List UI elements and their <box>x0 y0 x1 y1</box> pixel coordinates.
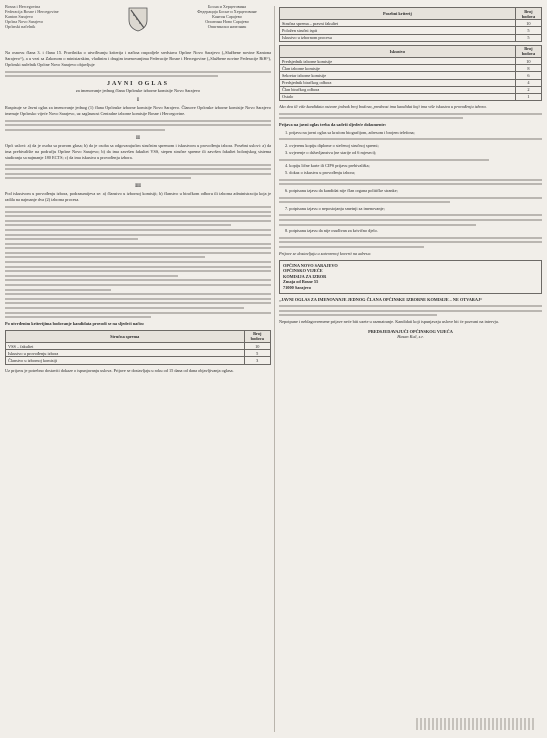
text-line <box>279 159 489 161</box>
envelope-marking: „JAVNI OGLAS ZA IMENOVANJE JEDNOG ČLANA OPĆINSKE IZBORNE KOMISIJE – NE OTVARAJ“ <box>279 296 483 302</box>
text-line <box>5 206 271 208</box>
coat-of-arms-icon <box>127 6 149 32</box>
table-cell: Sekretar izborne komisije <box>280 72 516 79</box>
list-item: 5. dokaz o iskustvu u provođenju izbora; <box>285 170 356 176</box>
table-cell: Iskustvo u izbornom procesu <box>280 34 516 41</box>
text-line <box>279 237 542 239</box>
text-line <box>279 179 542 181</box>
text-line <box>5 220 271 222</box>
table-cell: 1 <box>515 93 541 100</box>
table-row <box>6 357 271 364</box>
text-line <box>279 201 450 203</box>
text-line <box>5 298 271 300</box>
table-cell: 10 <box>515 20 541 27</box>
letterhead-line: Bosna i Hercegovina <box>5 4 41 9</box>
experience-table <box>279 45 542 101</box>
table-header: Broj bodova <box>515 45 541 57</box>
list-item: 4. kopiju lične karte ili CIPS prijavu prebivališta; <box>285 163 370 169</box>
table-row <box>280 93 542 100</box>
text-line <box>279 241 542 243</box>
text-line <box>5 293 271 295</box>
table-cell: 6 <box>515 72 541 79</box>
text-line <box>279 314 437 316</box>
text-line <box>279 219 542 221</box>
table-intro: Po utvrđenim kriterijima bodovanje kandidata provodi se na sljedeći način: <box>5 320 145 326</box>
table-cell: 5 <box>515 27 541 34</box>
table-row <box>280 72 542 79</box>
signature-block <box>279 329 542 340</box>
text-line <box>279 224 476 226</box>
scoring-table <box>5 330 271 365</box>
text-line <box>5 312 271 314</box>
table-cell: Predsjednik izborne komisije <box>280 57 516 64</box>
documents-list-title: Prijava na javni oglas treba da sadrži sljedeće dokumente: <box>279 121 387 127</box>
letterhead-line: Općina Novo Sarajevo <box>5 19 44 24</box>
footer-paragraph: Uz prijavu je potrebno dostaviti dokaze o ispunjavanju uslova. Prijave se dostavljaju u roku od 15 dana od dana objavljivanja oglasa. <box>5 367 234 373</box>
text-line <box>5 284 271 286</box>
text-line <box>279 246 424 248</box>
text-line <box>279 113 542 115</box>
letterhead-line: Federacija Bosne i Hercegovine <box>5 9 59 14</box>
table-header: Broj bodova <box>244 330 271 342</box>
text-line <box>5 71 271 73</box>
table-cell: 5 <box>515 34 541 41</box>
section-number: I <box>137 98 139 104</box>
section-text: Pod iskustvom u provođenju izbora, podrazumijeva se: a) članstvo u izbornoj komisiji; b) članstvo u biračkom odboru ili izborna administracija koja je radila na najmanje dva (2) izborna procesa. <box>5 191 271 203</box>
text-line <box>279 117 463 119</box>
list-item: 6. potpisanu izjavu da kandidat nije član organa političke stranke; <box>285 188 398 193</box>
address-line: 71000 Sarajevo <box>283 284 312 290</box>
table-row <box>280 34 542 41</box>
table-row <box>280 20 542 27</box>
text-line <box>5 266 271 268</box>
table-header: Broj bodova <box>515 8 541 20</box>
document-subtitle: za imenovanje jednog člana Općinske izborne komisije Novo Sarajevo <box>75 88 201 94</box>
text-line <box>5 247 271 249</box>
column-divider <box>274 6 275 732</box>
text-line <box>5 129 165 131</box>
table-cell: 10 <box>515 57 541 64</box>
text-line <box>5 302 271 304</box>
document-title: JAVNI OGLAS <box>106 81 170 88</box>
table-cell: 8 <box>515 65 541 72</box>
text-line <box>5 252 271 254</box>
address-line: OPĆINSKO VIJEĆE <box>283 268 323 274</box>
table-header-row <box>6 330 271 342</box>
table-row <box>280 27 542 34</box>
letterhead-right <box>183 4 271 29</box>
signature-name: Hasan Kuč, s.r. <box>397 334 424 340</box>
table-header-row <box>280 45 542 57</box>
table-cell: VSS – fakultet <box>6 342 245 349</box>
text-line <box>5 261 271 263</box>
address-block <box>279 260 542 294</box>
closing-paragraph: Nepotpune i neblagovremene prijave neće biti uzete u razmatranje. Kandidati koji ispunjavaju uslove bit će pozvani na intervju. <box>279 318 499 324</box>
section-number: II <box>136 135 140 141</box>
table-cell: Stručna sprema – pravni fakultet <box>280 20 516 27</box>
text-line <box>5 275 178 277</box>
text-line <box>279 138 542 140</box>
table-row <box>280 86 542 93</box>
text-line <box>279 197 542 199</box>
letterhead-line: Општина Ново Сарајево <box>205 19 249 24</box>
list-item: 1. prijavu na javni oglas sa kraćom biografijom, adresom i brojem telefona; <box>285 129 415 135</box>
text-line <box>5 279 271 281</box>
table-cell: Predsjednik biračkog odbora <box>280 79 516 86</box>
list-item: 7. potpisanu izjavu o nepostojanju smetnji za imenovanje; <box>285 205 385 211</box>
table-cell: Članstvo u izbornoj komisiji <box>6 357 245 364</box>
letterhead-left <box>5 4 93 29</box>
table-cell: 4 <box>515 79 541 86</box>
table-cell: Iskustvo u provođenju izbora <box>6 350 245 357</box>
text-line <box>279 214 542 216</box>
table-header-row <box>280 8 542 20</box>
tie-rule-paragraph: Ako dva ili više kandidata ostvare jednak broj bodova, prednost ima kandidat koji ima više iskustva u provođenju izbora. <box>279 104 487 110</box>
table-cell: 2 <box>515 86 541 93</box>
address-line: KOMISIJA ZA IZBOR <box>283 273 327 279</box>
text-line <box>5 270 271 272</box>
text-line <box>5 224 231 226</box>
text-line <box>5 229 271 231</box>
text-line <box>5 289 111 291</box>
table-cell: 3 <box>244 357 271 364</box>
letterhead-line: Федерација Босне и Херцеговине <box>197 9 257 14</box>
submission-paragraph: Prijave se dostavljaju u zatvorenoj koverti na adresu: <box>279 250 372 256</box>
letterhead-line: Босна и Херцеговина <box>208 4 246 9</box>
text-line <box>279 183 542 185</box>
text-line <box>5 124 271 126</box>
text-line <box>5 120 271 122</box>
section-number: III <box>135 184 141 190</box>
table-row <box>280 57 542 64</box>
table-cell: Položen stručni ispit <box>280 27 516 34</box>
text-line <box>5 316 151 318</box>
text-line <box>5 256 205 258</box>
table-row <box>6 342 271 349</box>
text-line <box>5 243 271 245</box>
table-row <box>280 65 542 72</box>
text-line <box>5 238 138 240</box>
table-header: Stručna sprema <box>6 330 245 342</box>
text-line <box>5 215 271 217</box>
text-line <box>5 75 218 77</box>
text-line <box>279 310 542 312</box>
letterhead-line: Кантон Сарајево <box>212 14 242 19</box>
list-item: 8. potpisanu izjavu da nije osuđivan za krivično djelo. <box>285 228 378 234</box>
text-line <box>279 305 542 307</box>
letterhead-line: Općinski načelnik <box>5 24 36 29</box>
text-line <box>5 164 271 166</box>
text-line <box>5 234 271 236</box>
right-column <box>279 4 542 734</box>
section-text: Raspisuje se Javni oglas za imenovanje jednog (1) člana Općinske izborne komisije Novo Sarajevo. Članove Općinske izborne komisije Novo Sarajevo imenuje Općinsko vijeće Novo Sarajevo, uz saglasnost Centralne izborne komisije Bosne i Hercegovine. <box>5 105 271 117</box>
table-cell: 5 <box>244 350 271 357</box>
text-line <box>5 307 244 309</box>
text-line <box>5 211 271 213</box>
list-item: 3. uvjerenje o državljanstvu (ne starije od 6 mjeseci); <box>285 150 377 156</box>
text-line <box>5 168 271 170</box>
table-row <box>280 79 542 86</box>
letterhead-line: Општински начелник <box>207 24 247 29</box>
left-column <box>5 4 271 734</box>
footer-stamp <box>416 718 534 730</box>
section-text: Opći uslovi: a) da je osoba sa pravom glasa; b) da je osoba sa odgovarajućim stručnim spremom i iskustvom u provođenju izbora. Posebni uslovi: a) da ima prebivalište na području Općine Novo Sarajevo; b) da ima završen fakultet VSS, stepen stručne spreme ili završen fakultet bolonjskog sistema studiranja sa najmanje 180 ECTS; c) da ima iskustva u provođenju izbora. <box>5 142 271 160</box>
letterhead-line: Kanton Sarajevo <box>5 14 34 19</box>
criteria-table <box>279 7 542 42</box>
address-line: OPĆINA NOVO SARAJEVO <box>283 262 338 268</box>
text-line <box>5 177 191 179</box>
signature-title: PREDSJEDAVAJUĆI OPĆINSKOG VIJEĆA <box>368 328 453 334</box>
address-line: Zmaja od Bosne 55 <box>283 279 319 285</box>
table-cell: Član izborne komisije <box>280 65 516 72</box>
table-cell: 10 <box>244 342 271 349</box>
table-header: Posebni kriterij <box>280 8 516 20</box>
list-item: 2. ovjerenu kopiju diplome o stečenoj stručnoj spremi; <box>285 143 379 149</box>
table-header: Iskustvo <box>280 45 516 57</box>
table-cell: Član biračkog odbora <box>280 86 516 93</box>
letterhead <box>5 4 271 48</box>
table-row <box>6 350 271 357</box>
intro-paragraph: Na osnovu člana 3. i člana 15. Pravilnika o utvrđivanju kriterija i načina raspodjele sredstava Općine Novo Sarajevo („Službene novine Kantona Sarajevo“), a u vezi sa Zakonom o ministarskim, vladinim i drugim imenovanjima Federacije Bosne i Hercegovine („Službene novine Federacije BiH“), Općinski načelnik Općine Novo Sarajevo objavljuje <box>5 50 271 67</box>
table-cell: Ostalo <box>280 93 516 100</box>
text-line <box>5 173 271 175</box>
